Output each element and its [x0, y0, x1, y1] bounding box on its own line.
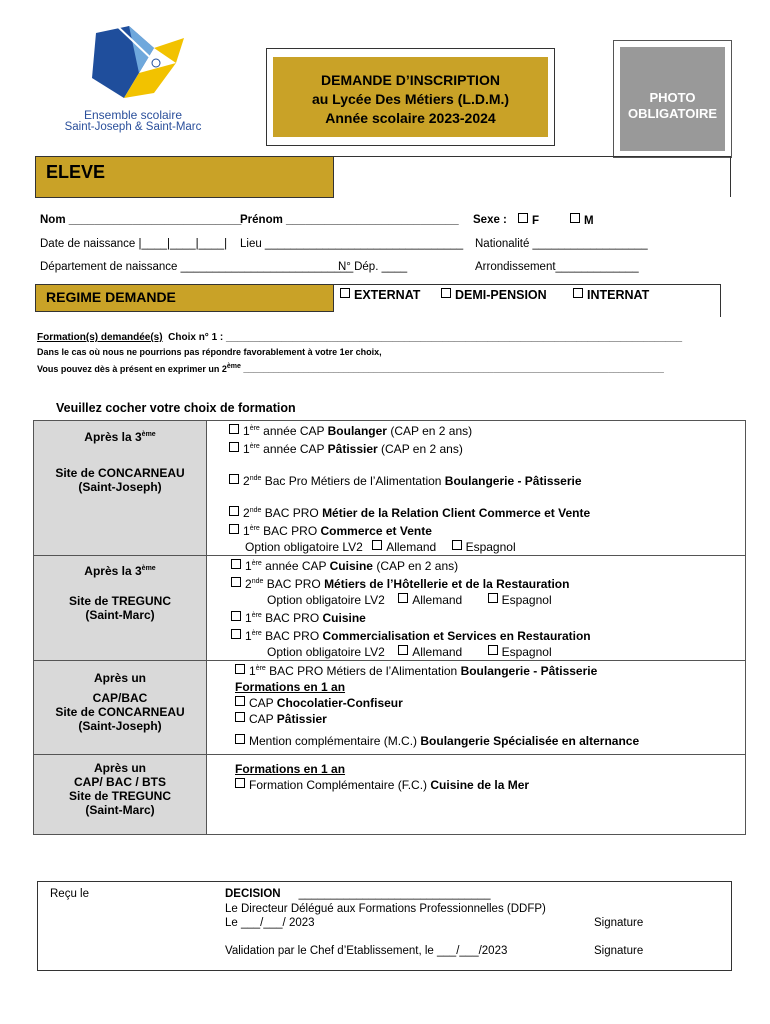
formations-1an-heading: Formations en 1 an	[235, 762, 346, 776]
lv2-espagnol-checkbox[interactable]: Espagnol	[452, 540, 516, 554]
checkbox-icon	[231, 559, 241, 569]
lv2-allemand-checkbox[interactable]: Allemand	[398, 645, 462, 659]
checkbox-icon	[231, 629, 241, 639]
option-cap-patissier[interactable]: 1ère année CAP Pâtissier (CAP en 2 ans)	[229, 439, 745, 457]
option-bacpro-relation-client[interactable]: 2nde BAC PRO Métier de la Relation Client Commerce et Vente	[229, 503, 745, 521]
ddfp-signature-label: Signature	[594, 917, 644, 929]
photo-label-2: OBLIGATOIRE	[627, 106, 718, 121]
checkbox-icon	[235, 696, 245, 706]
checkbox-icon	[570, 213, 580, 223]
checkbox-icon	[235, 712, 245, 722]
options-cell-1	[207, 421, 746, 556]
lv2-option-row: Option obligatoire LV2 Allemand Espagnol	[267, 645, 552, 659]
internat-checkbox[interactable]: INTERNAT	[573, 288, 649, 302]
option-bacpro-hotellerie[interactable]: 2nde BAC PRO Métiers de l’Hôtellerie et de la Restauration	[231, 574, 745, 592]
choix2-note: Dans le cas où nous ne pourrions pas répondre favorablement à votre 1er choix,	[37, 347, 382, 357]
table-row	[34, 421, 746, 556]
lv2-espagnol-checkbox[interactable]: Espagnol	[488, 645, 552, 659]
checkbox-icon	[235, 778, 245, 788]
regime-header	[35, 284, 334, 312]
checkbox-icon	[231, 611, 241, 621]
checkbox-icon	[372, 540, 382, 550]
regime-heading: REGIME DEMANDE	[46, 289, 176, 305]
option-bacpro-boulangerie-cap[interactable]: 1ère BAC PRO Métiers de l’Alimentation Boulangerie - Pâtisserie	[235, 661, 745, 679]
photo-placeholder	[620, 47, 725, 151]
prenom-field[interactable]: Prénom ___________________________	[240, 214, 459, 226]
ddfp-line: Le Directeur Délégué aux Formations Professionnelles (DDFP)	[225, 903, 546, 915]
checkbox-icon	[229, 524, 239, 534]
photo-label-1: PHOTO	[649, 90, 696, 105]
option-cap-patissier-1an[interactable]: CAP Pâtissier	[235, 711, 745, 727]
eleve-header	[35, 156, 334, 198]
checkbox-icon	[488, 645, 498, 655]
checkbox-icon	[518, 213, 528, 223]
nom-field[interactable]: Nom ___________________________	[40, 214, 242, 226]
demi-pension-checkbox[interactable]: DEMI-PENSION	[441, 288, 547, 302]
checkbox-icon	[340, 288, 350, 298]
ddfp-date-field[interactable]: Le ___/___/ 2023	[225, 917, 315, 929]
options-cell-4	[207, 755, 746, 835]
logo-line-2: Saint-Joseph & Saint-Marc	[64, 121, 202, 133]
checkbox-icon	[235, 664, 245, 674]
lv2-option-row: Option obligatoire LV2 Allemand Espagnol	[245, 540, 516, 554]
option-bacpro-commerce[interactable]: 1ère BAC PRO Commerce et Vente	[229, 521, 745, 539]
chef-validation-field[interactable]: Validation par le Chef d’Etablissement, le ___/___/2023	[225, 945, 508, 957]
externat-checkbox[interactable]: EXTERNAT	[340, 288, 420, 302]
photo-box[interactable]	[613, 40, 732, 158]
ndep-field[interactable]: N° Dép. ____	[338, 261, 408, 273]
options-cell-2	[207, 556, 746, 661]
formation-table	[33, 420, 746, 835]
table-caption: Veuillez cocher votre choix de formation	[56, 401, 296, 415]
lv2-option-row: Option obligatoire LV2 Allemand Espagnol	[267, 593, 552, 607]
checkbox-icon	[398, 645, 408, 655]
options-cell-3	[207, 661, 746, 755]
site-cell-tregunc-3eme: Après la 3ème Site de TREGUNC (Saint-Marc)	[34, 556, 207, 661]
title-box	[266, 48, 555, 146]
title-line-1: DEMANDE D’INSCRIPTION	[321, 72, 500, 88]
table-row	[34, 661, 746, 755]
dob-field[interactable]: Date de naissance |____|____|____|	[40, 238, 228, 250]
site-cell-tregunc-cap: Après un CAP/ BAC / BTS Site de TREGUNC (Saint-Marc)	[34, 755, 207, 835]
checkbox-icon	[573, 288, 583, 298]
nationalite-field[interactable]: Nationalité __________________	[475, 238, 648, 250]
checkbox-icon	[231, 577, 241, 587]
option-cap-cuisine[interactable]: 1ère année CAP Cuisine (CAP en 2 ans)	[231, 556, 745, 574]
sexe-m-checkbox[interactable]: M	[570, 214, 594, 227]
choix2-line[interactable]: Vous pouvez dès à présent en exprimer un 2ème ____________________________________________________________________________________	[37, 363, 664, 374]
title-line-3: Année scolaire 2023-2024	[325, 110, 496, 126]
lieu-field[interactable]: Lieu _______________________________	[240, 238, 464, 250]
option-bacpro-boulangerie[interactable]: 2nde Bac Pro Métiers de l’Alimentation Boulangerie - Pâtisserie	[229, 471, 745, 489]
option-mc-boulangerie[interactable]: Mention complémentaire (M.C.) Boulangerie Spécialisée en alternance	[235, 733, 745, 749]
choix1-line[interactable]: Formation(s) demandée(s) Choix n° 1 : __________________________________________________________________________________	[37, 332, 683, 343]
logo-line-1: Ensemble scolaire	[83, 108, 183, 122]
option-bacpro-cuisine[interactable]: 1ère BAC PRO Cuisine	[231, 608, 745, 626]
logo-graphic-icon	[84, 8, 184, 108]
sexe-f-checkbox[interactable]: F	[518, 214, 539, 227]
chef-signature-label: Signature	[594, 945, 644, 957]
checkbox-icon	[488, 593, 498, 603]
lv2-allemand-checkbox[interactable]: Allemand	[372, 540, 436, 554]
lv2-espagnol-checkbox[interactable]: Espagnol	[488, 593, 552, 607]
checkbox-icon	[229, 474, 239, 484]
checkbox-icon	[398, 593, 408, 603]
checkbox-icon	[441, 288, 451, 298]
site-cell-concarneau-cap: Après un CAP/BAC Site de CONCARNEAU (Saint-Joseph)	[34, 661, 207, 755]
departement-field[interactable]: Département de naissance ___________________________	[40, 261, 354, 273]
table-row	[34, 556, 746, 661]
option-fc-cuisine-mer[interactable]: Formation Complémentaire (F.C.) Cuisine de la Mer	[235, 777, 745, 793]
checkbox-icon	[229, 424, 239, 434]
eleve-heading: ELEVE	[46, 162, 106, 182]
table-row	[34, 755, 746, 835]
formations-1an-heading: Formations en 1 an	[235, 680, 346, 694]
option-bacpro-commercialisation[interactable]: 1ère BAC PRO Commercialisation et Services en Restauration	[231, 626, 745, 644]
checkbox-icon	[452, 540, 462, 550]
decision-box	[37, 881, 732, 971]
site-cell-concarneau-3eme: Après la 3ème Site de CONCARNEAU (Saint-Joseph)	[34, 421, 207, 556]
title-banner	[273, 57, 548, 137]
title-line-2: au Lycée Des Métiers (L.D.M.)	[311, 91, 510, 107]
sexe-label: Sexe :	[473, 214, 507, 226]
lv2-allemand-checkbox[interactable]: Allemand	[398, 593, 462, 607]
eleve-header-frame	[332, 156, 731, 197]
arrondissement-field[interactable]: Arrondissement_____________	[475, 261, 639, 273]
option-cap-chocolatier[interactable]: CAP Chocolatier-Confiseur	[235, 695, 745, 711]
checkbox-icon	[235, 734, 245, 744]
decision-heading: DECISION ______________________________	[225, 888, 491, 900]
recu-le-label: Reçu le	[50, 888, 89, 900]
checkbox-icon	[229, 442, 239, 452]
school-logo	[58, 8, 208, 138]
checkbox-icon	[229, 506, 239, 516]
option-cap-boulanger[interactable]: 1ère année CAP Boulanger (CAP en 2 ans)	[229, 421, 745, 439]
